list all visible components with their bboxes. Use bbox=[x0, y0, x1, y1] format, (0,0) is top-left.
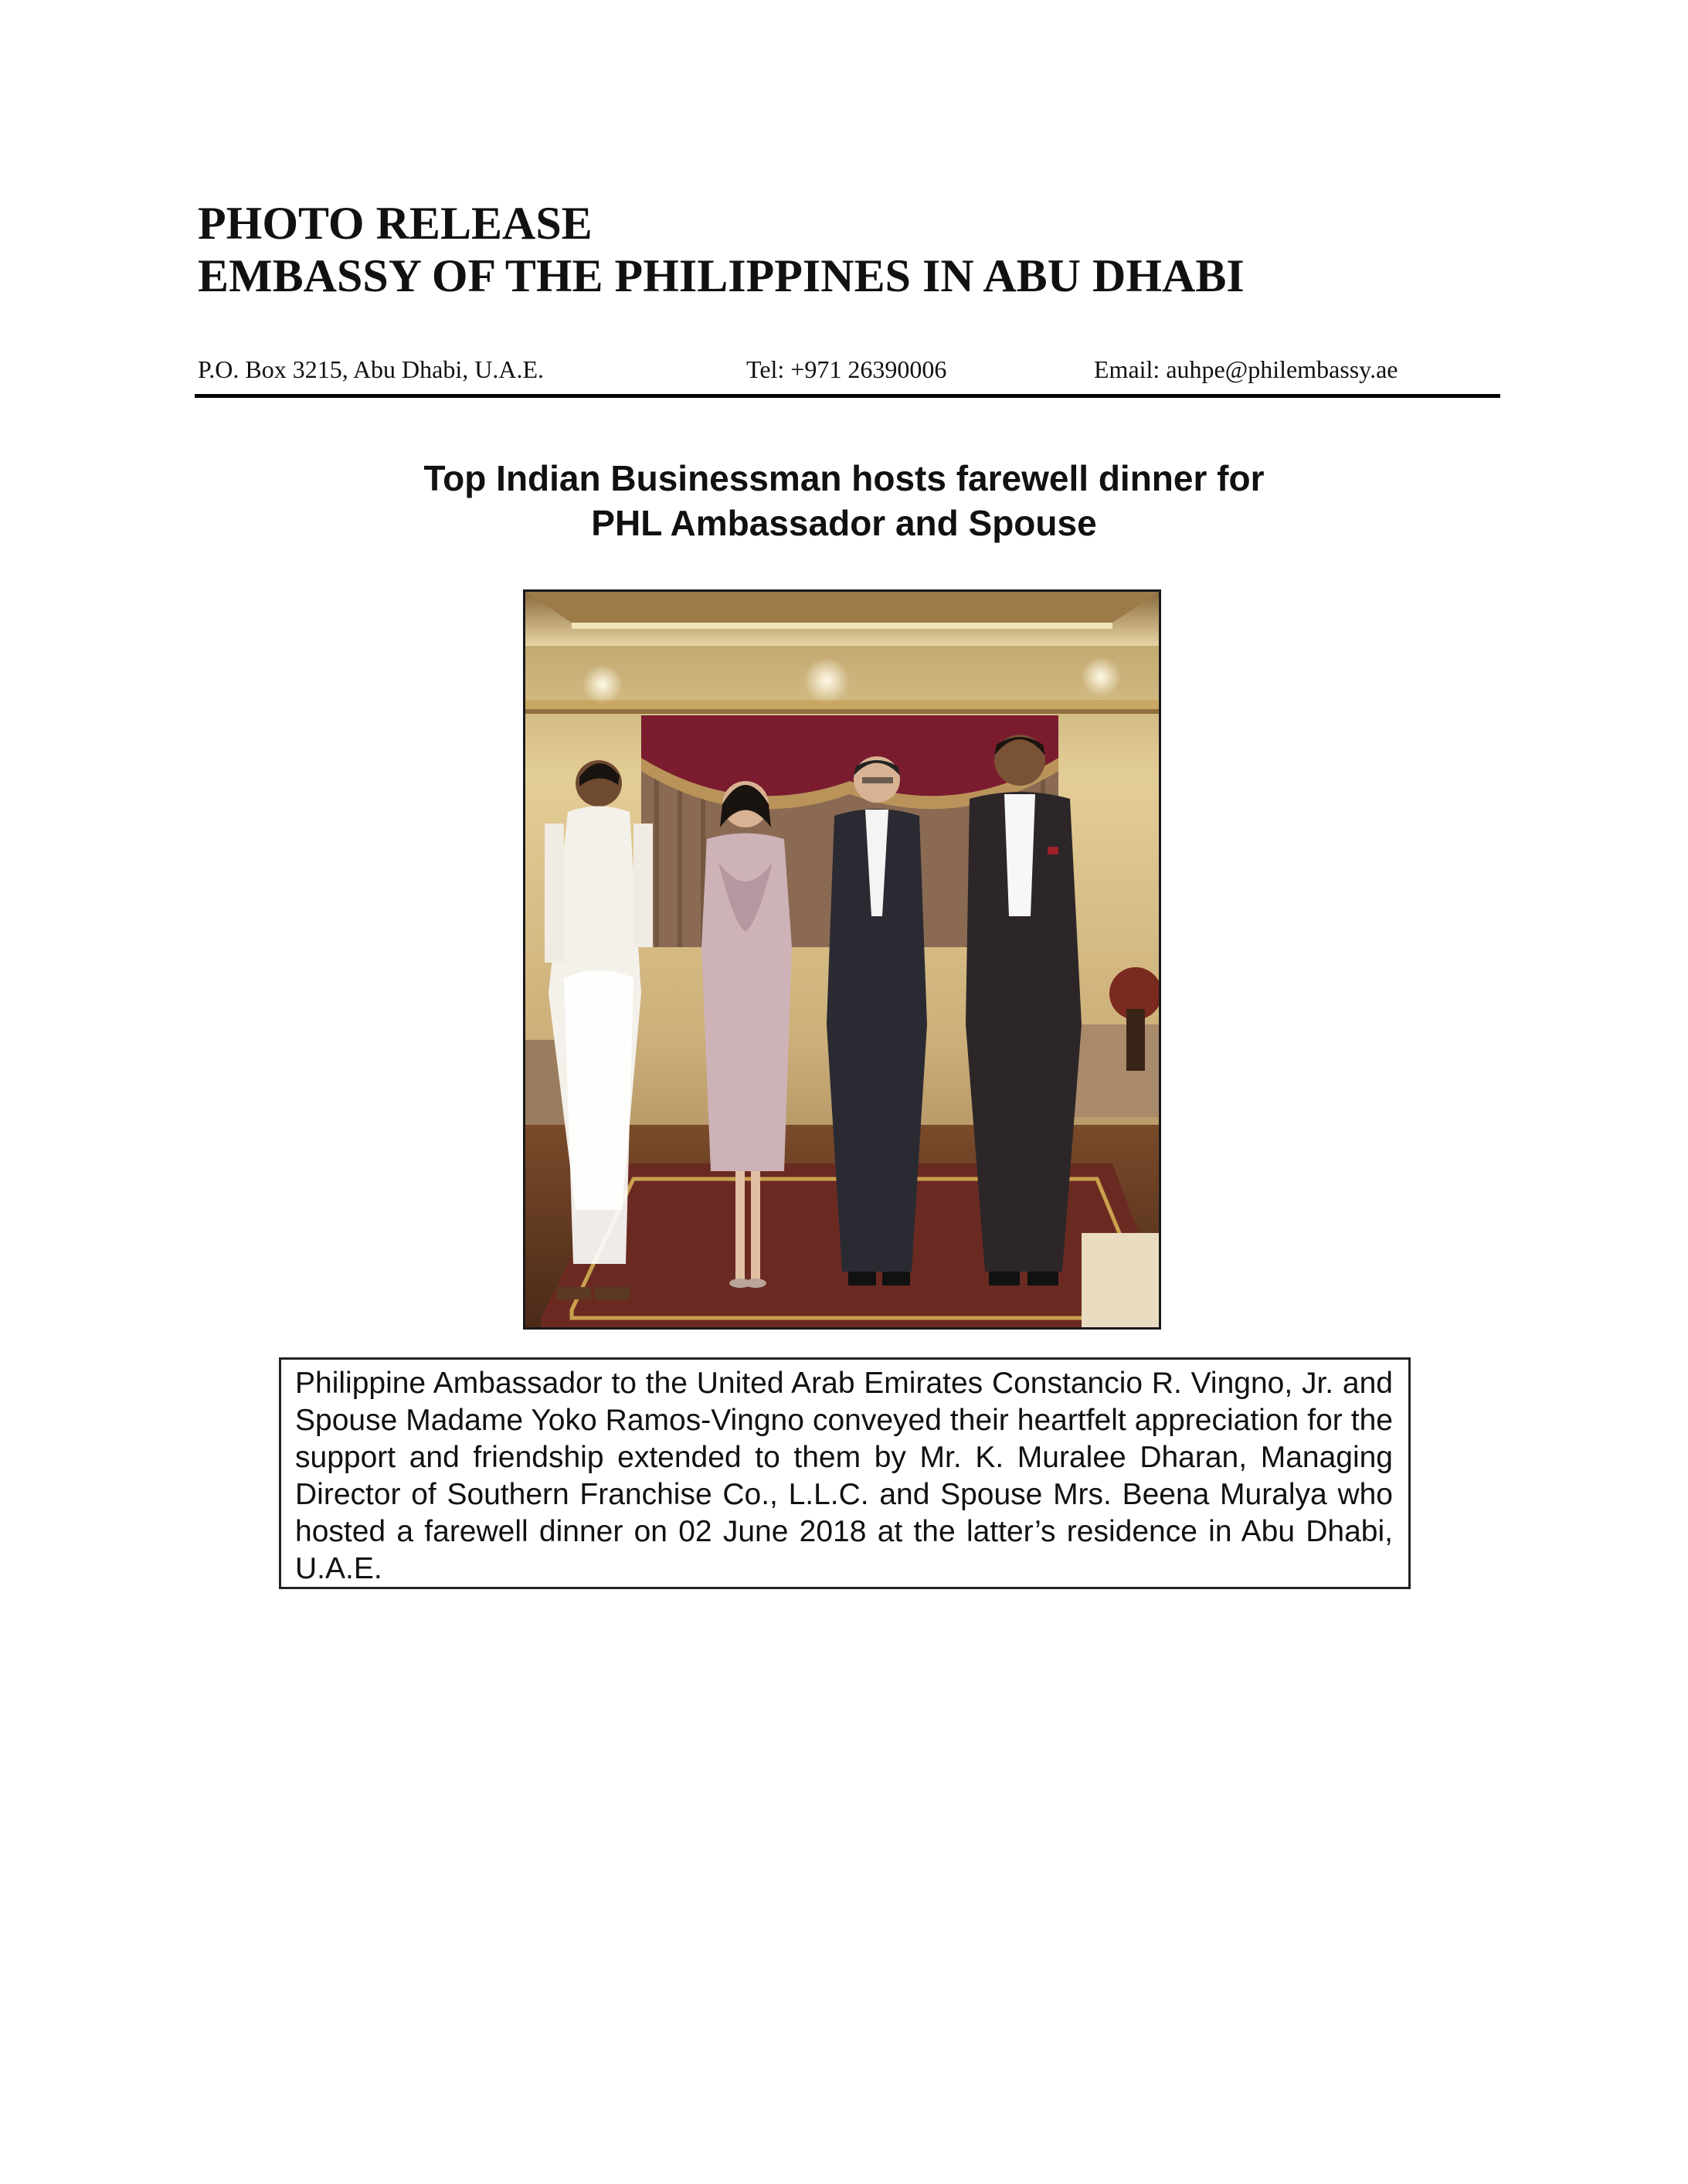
event-photo-illustration bbox=[525, 592, 1159, 1327]
contact-telephone: Tel: +971 26390006 bbox=[746, 355, 947, 383]
heading-photo-release: PHOTO RELEASE bbox=[198, 198, 593, 249]
article-title bbox=[0, 456, 1688, 545]
contact-row bbox=[198, 355, 1496, 386]
contact-address: P.O. Box 3215, Abu Dhabi, U.A.E. bbox=[198, 355, 545, 383]
article-title-line-2: PHL Ambassador and Spouse bbox=[591, 503, 1097, 543]
photo-caption-text: Philippine Ambassador to the United Arab Emirates Constancio R. Vingno, Jr. and Spouse Madame Yoko Ramos-Vingno conveyed their heartfelt appreciation for the support and friendship extended to them by Mr. K. Muralee Dharan, Managing Director of Southern Franchise Co., L.L.C. and Spouse Mrs. Beena Muralya who hosted a farewell dinner on 02 June 2018 at the latter’s residence in Abu Dhabi, U.A.E. bbox=[295, 1367, 1393, 1585]
contact-email: Email: auhpe@philembassy.ae bbox=[1094, 355, 1398, 383]
release-heading bbox=[198, 197, 1245, 302]
header-divider bbox=[195, 394, 1500, 398]
heading-embassy-name: EMBASSY OF THE PHILIPPINES IN ABU DHABI bbox=[198, 250, 1245, 301]
photo-caption-box bbox=[279, 1357, 1411, 1589]
event-photo bbox=[523, 589, 1161, 1330]
article-title-line-1: Top Indian Businessman hosts farewell dinner for bbox=[423, 458, 1265, 498]
